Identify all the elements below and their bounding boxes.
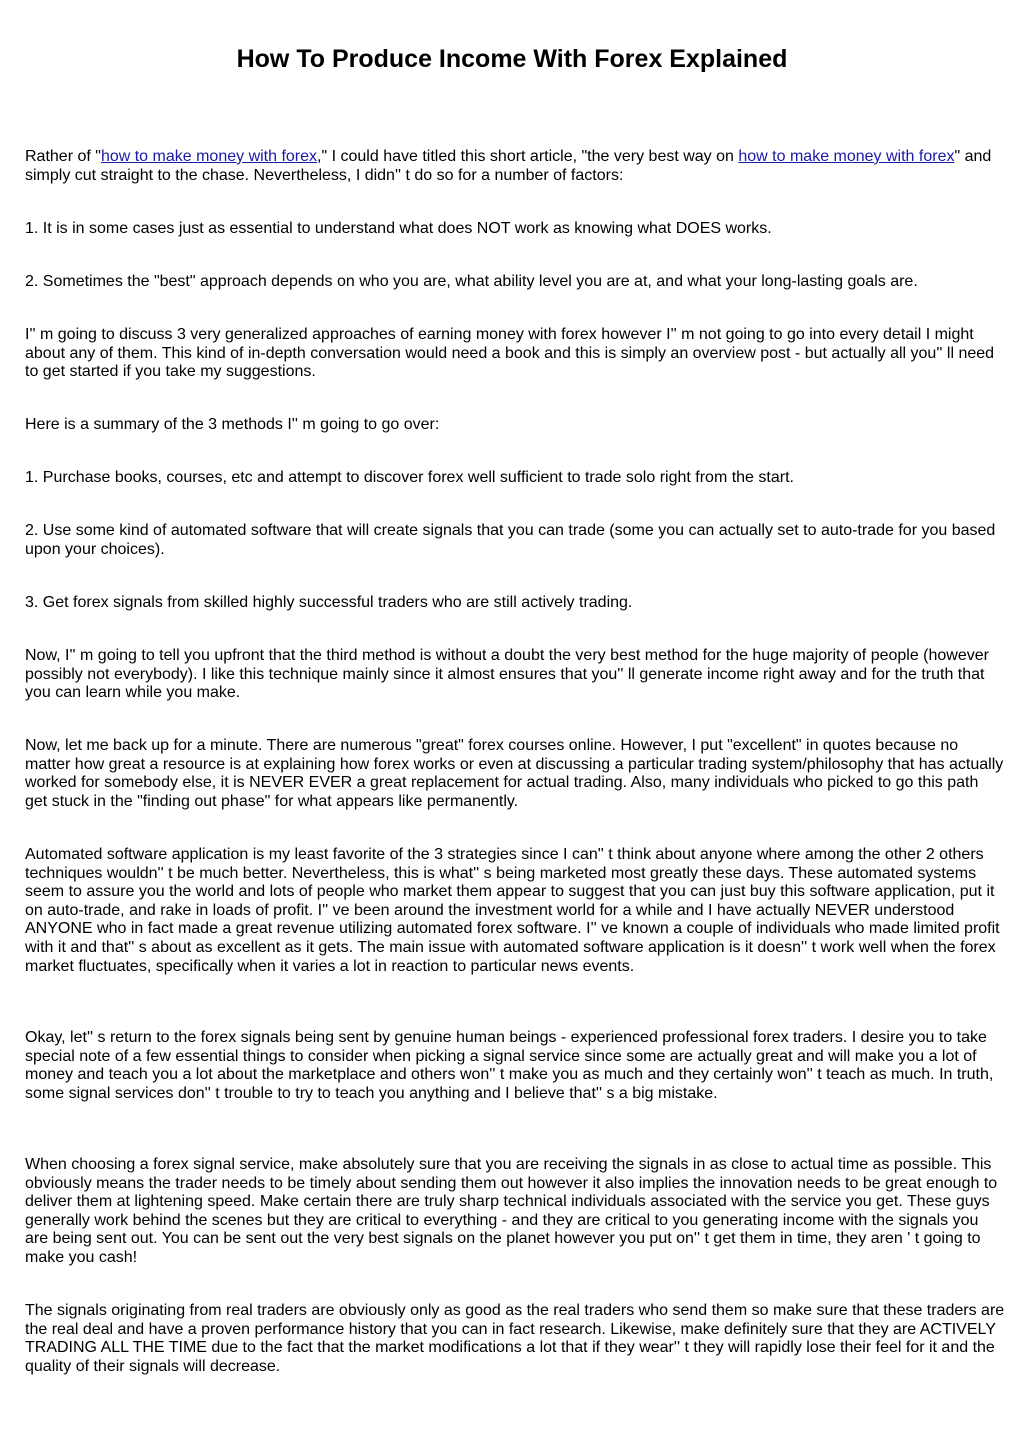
- intro-paragraph: Rather of "how to make money with forex," I could have titled this short article, "the very best way on how to make money with forex" and simply cut straight to the chase. Nevertheless, I didn'' t do so for a number of factors:: [25, 148, 992, 184]
- paragraph-8: Now, I'' m going to tell you upfront that the third method is without a doubt the very best method for the huge majority of people (however possibly not everybody). I like this technique mainly since it almost ensures that you'' ll generate income right away and for the truth that you can learn while you make.: [25, 647, 989, 702]
- paragraph-11: Okay, let'' s return to the forex signals being sent by genuine human beings - experienced professional forex traders. I desire you to take special note of a few essential things to consider when picking a signal service since some are actually great and will make you a lot of money and teach you a lot about the marketplace and others won'' t make you as much and they certainly won'' t teach as much. In truth, some signal services don'' t trouble to try to teach you anything and I believe that'' s a big mistake.: [25, 1029, 994, 1102]
- link-how-to-make-money-1[interactable]: how to make money with forex: [100, 148, 318, 165]
- paragraph-7: 3. Get forex signals from skilled highly successful traders who are still actively trading.: [25, 594, 633, 611]
- paragraph-2: 2. Sometimes the "best" approach depends on who you are, what ability level you are at, and what your long-lasting goals are.: [25, 273, 918, 290]
- link-how-to-make-money-2[interactable]: how to make money with forex: [738, 148, 955, 165]
- paragraph-4: Here is a summary of the 3 methods I'' m going to go over:: [25, 416, 440, 433]
- page-title: How To Produce Income With Forex Explained: [236, 45, 788, 73]
- paragraph-12: When choosing a forex signal service, make absolutely sure that you are receiving the signals in as close to actual time as possible. This obviously means the trader needs to be timely about sending them out however it also implies the innovation needs to be great enough to deliver them at lightening speed. Make certain there are truly sharp technical individuals associated with the service you get. These guys generally work behind the scenes but they are critical to everything - and they are critical to you generating income with the signals you are being sent out. You can be sent out the very best signals on the planet however you put on'' t get them in time, they aren ' t going to make you cash!: [25, 1156, 998, 1266]
- paragraph-9: Now, let me back up for a minute. There are numerous "great" forex courses online. However, I put "excellent" in quotes because no matter how great a resource is at explaining how forex works or even at discussing a particular trading system/philosophy that has actually worked for somebody else, it is NEVER EVER a great replacement for actual trading. Also, many individuals who picked to go this path get stuck in the "finding out phase" for what appears like permanently.: [25, 737, 1004, 810]
- paragraph-10: Automated software application is my least favorite of the 3 strategies since I can'' t think about anyone where among the other 2 others techniques wouldn'' t be much better. Nevertheless, this is what'' s being marketed most greatly these days. These automated systems seem to assure you the world and lots of people who market them appear to suggest that you can just buy this software application, put it on auto-trade, and rake in loads of profit. I'' ve been around the investment world for a while and I have actually NEVER understood ANYONE who in fact made a great revenue utilizing automated forex software. I'' ve known a couple of individuals who made limited profit with it and that'' s about as excellent as it gets. The main issue with automated software application is it doesn'' t work well when the forex market fluctuates, specifically when it varies a lot in reaction to particular news events.: [25, 846, 1000, 975]
- paragraph-6: 2. Use some kind of automated software that will create signals that you can trade (some you can actually set to auto-trade for you based upon your choices).: [25, 522, 996, 558]
- paragraph-3: I'' m going to discuss 3 very generalized approaches of earning money with forex however I'' m not going to go into every detail I might about any of them. This kind of in-depth conversation would need a book and this is simply an overview post - but actually all you'' ll need to get started if you take my suggestions.: [25, 326, 995, 381]
- paragraph-13: The signals originating from real traders are obviously only as good as the real traders who send them so make sure that these traders are the real deal and have a proven performance history that you can in fact research. Likewise, make definitely sure that they are ACTIVELY TRADING ALL THE TIME due to the fact that the market modifications a lot that if they wear'' t they will rapidly lose their feel for it and the quality of their signals will decrease.: [25, 1302, 1005, 1375]
- paragraph-5: 1. Purchase books, courses, etc and attempt to discover forex well sufficient to trade solo right from the start.: [25, 469, 794, 486]
- paragraph-1: 1. It is in some cases just as essential to understand what does NOT work as knowing what DOES works.: [25, 220, 772, 237]
